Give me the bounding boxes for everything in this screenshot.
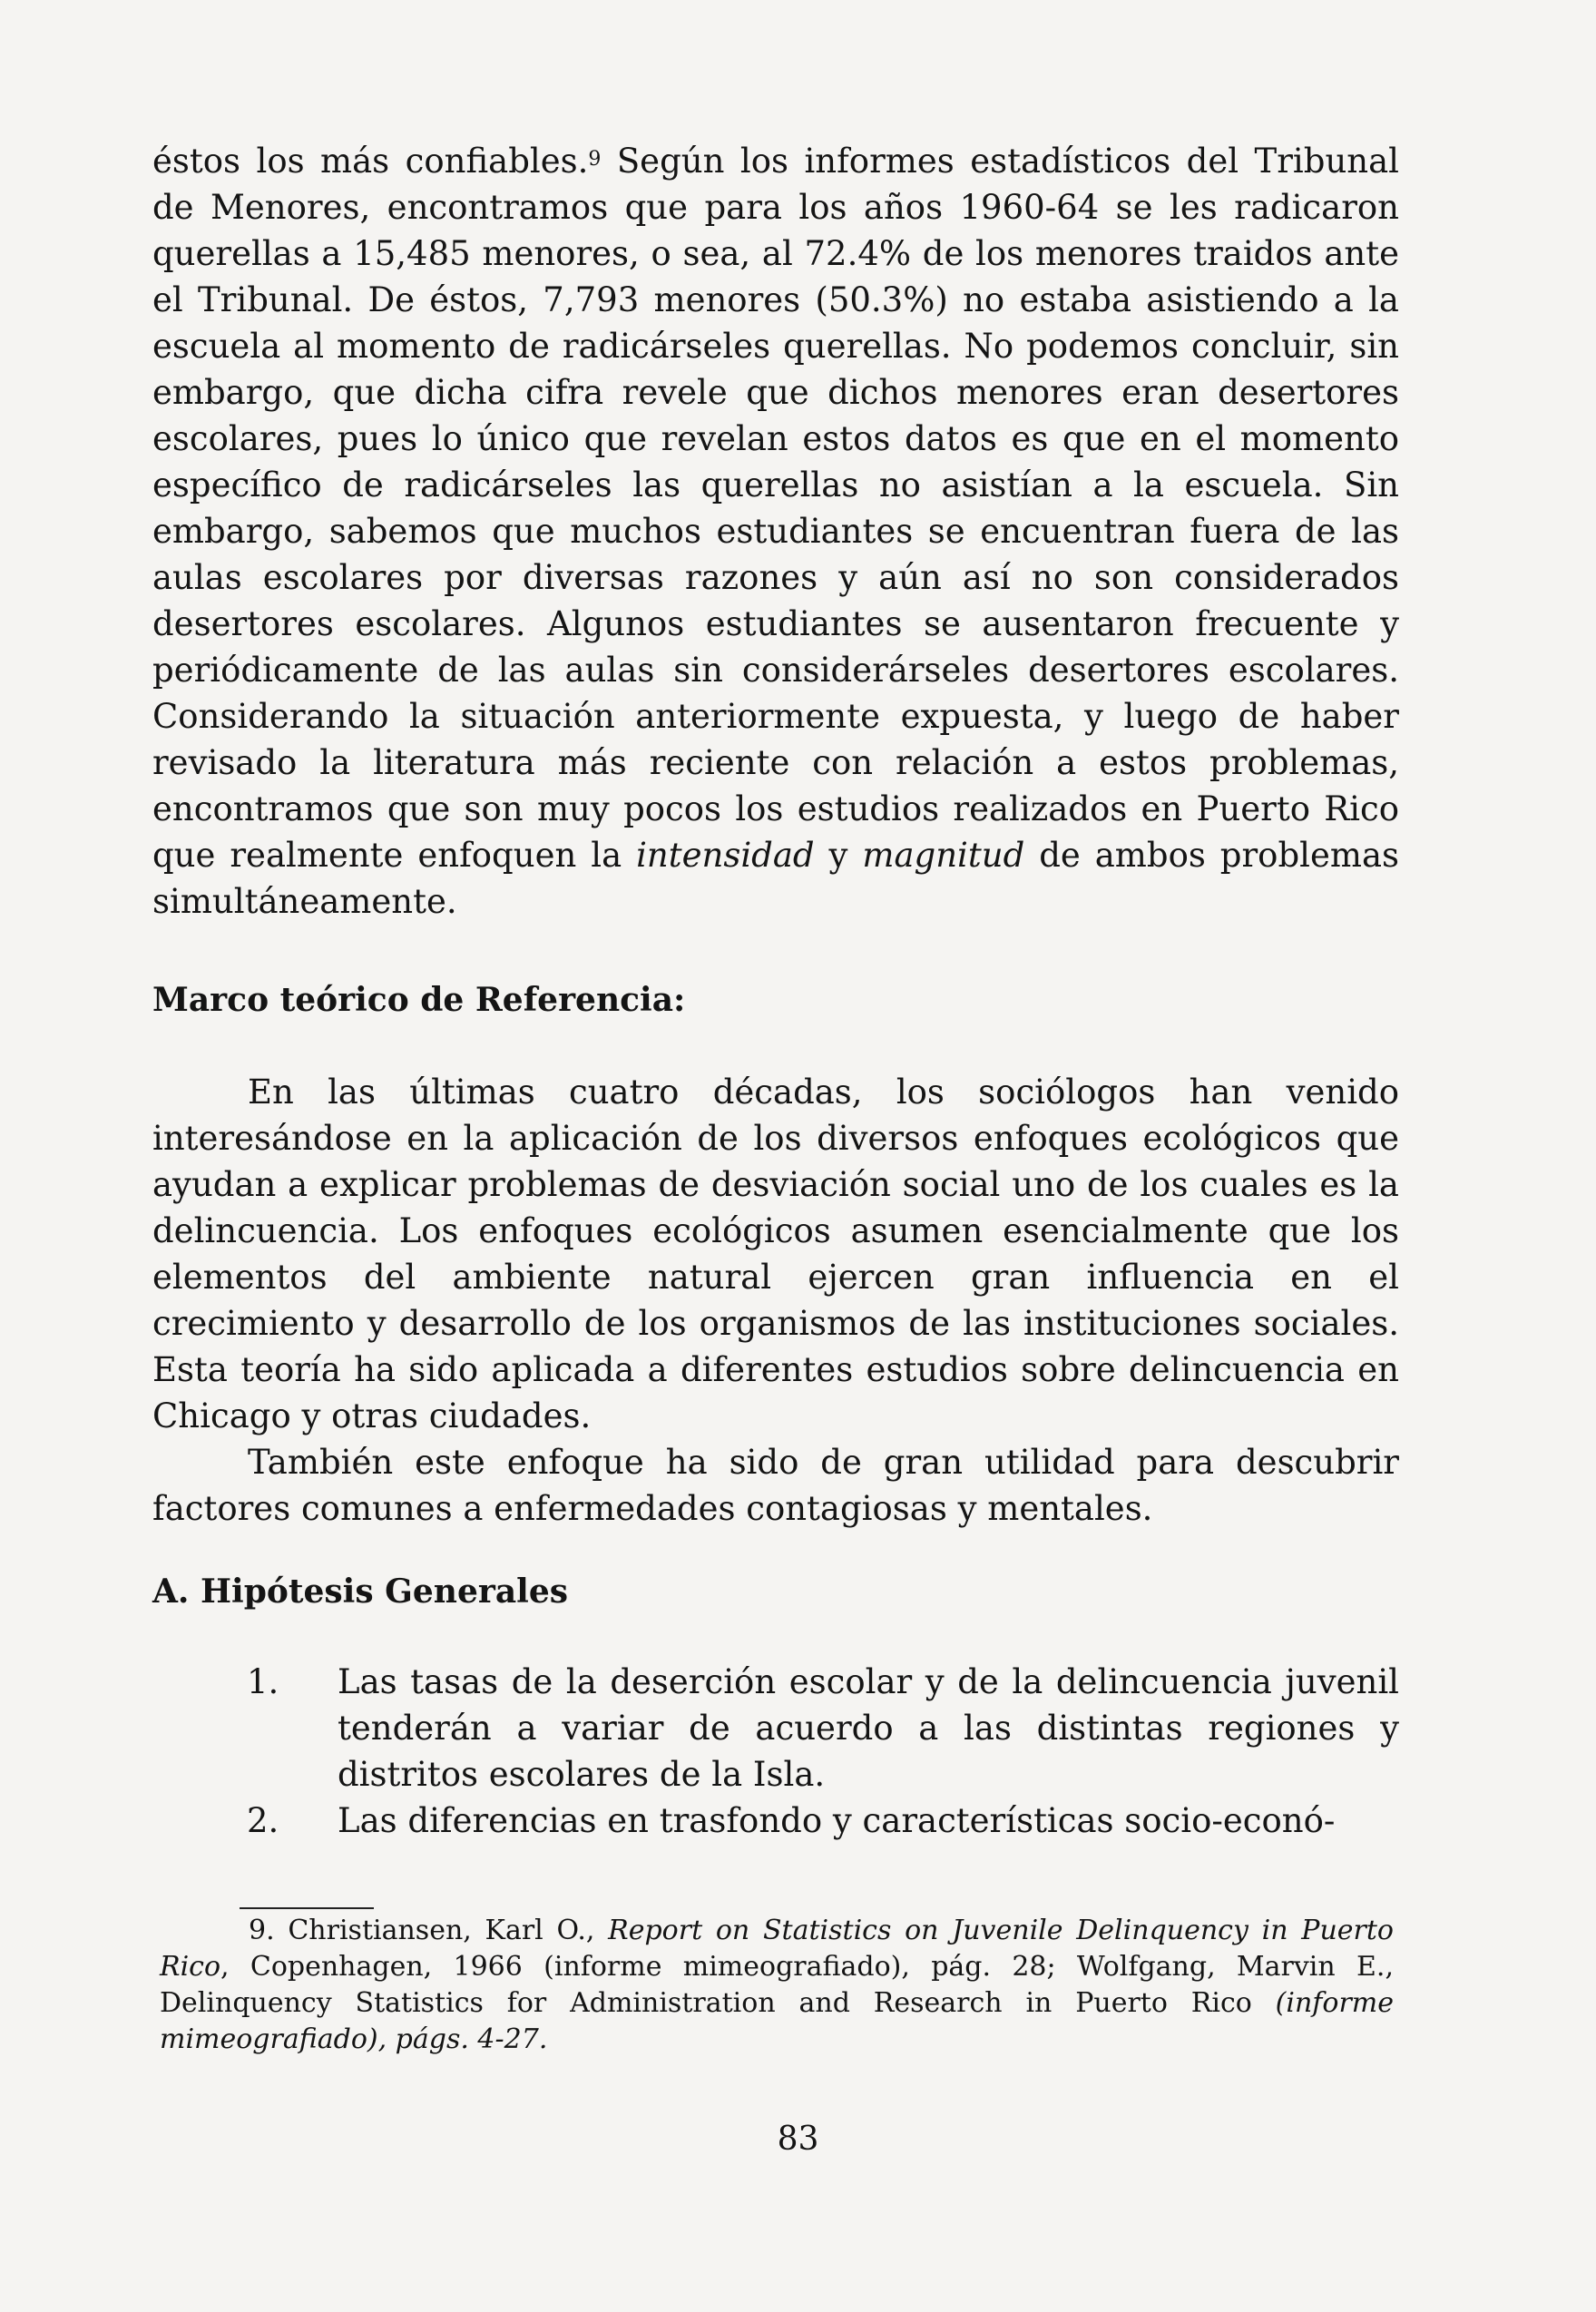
emphasis-magnitud: magnitud — [862, 836, 1025, 875]
footnote-separator — [240, 1907, 374, 1909]
hypothesis-text: Las diferencias en trasfondo y características socio-econó- — [338, 1801, 1336, 1840]
footnote-reference: 9 — [588, 148, 602, 171]
page-number: 83 — [777, 2121, 819, 2158]
opening-paragraph — [152, 138, 1399, 925]
paragraph-text-rest: Según los informes estadísticos del Tribunal de Menores, encontramos que para los años 1960-64 se les radicaron querellas a 15,485 menores, o sea, al 72.4% de los menores traidos ante el Tribunal. De éstos, 7,793 menores (50.3%) no estaba asistiendo a la escuela al momento de radicárseles querellas. No podemos concluir, sin embargo, que dicha cifra revele que dichos menores eran desertores escolares, pues lo único que revelan estos datos es que en el momento específico de radicárseles las querellas no asistían a la escuela. Sin embargo, sabemos que muchos estudiantes se encuentran fuera de las aulas escolares por diversas razones y aún así no son considerados desertores escolares. Algunos estudiantes se ausentaron frecuente y periódicamente de las aulas sin considerárseles desertores escolares. Considerando la situación anteriormente expuesta, y luego de haber revisado la literatura más reciente con relación a estos problemas, encontramos que son muy pocos los estudios realizados en Puerto Rico que realmente enfoquen la — [152, 142, 1399, 875]
hypothesis-item — [247, 1798, 1399, 1844]
hypothesis-number: 2. — [247, 1801, 279, 1840]
paragraph-text-start: éstos los más confiables. — [152, 142, 589, 181]
footnote — [160, 1913, 1394, 2058]
footnote-title: Report on Statistics on Juvenile Delinquency in Puerto Rico — [160, 1915, 1394, 1983]
footnote-citation-tail: (informe mimeografiado), págs. 4-27. — [160, 1987, 1394, 2055]
paragraph-text-end: de ambos problemas simultáneamente. — [152, 836, 1399, 921]
body-paragraph — [152, 138, 1399, 925]
marco-teorico-paragraph-1: En las últimas cuatro décadas, los sociólogos han venido interesándose en la aplicación de los diversos enfoques ecológicos que ayudan a explicar problemas de desviación social uno de los cuales es la delincuencia. Los enfoques ecológicos asumen esencialmente que los elementos del ambiente natural ejercen gran influencia en el crecimiento y desarrollo de los organismos de las instituciones sociales. Esta teoría ha sido aplicada a diferentes estudios sobre delincuencia en Chicago y otras ciudades. — [152, 1073, 1399, 1435]
section-heading-hipotesis: A. Hipótesis Generales — [152, 1572, 569, 1611]
footnote-citation-middle: , Copenhagen, 1966 (informe mimeografiado), pág. 28; Wolfgang, Marvin E., Delinquency Statistics for Administration and Research in Puerto Rico — [160, 1951, 1394, 2019]
hypothesis-text: Las tasas de la deserción escolar y de la delincuencia juvenil tenderán a variar de acuerdo a las distintas regiones y distritos escolares de la Isla. — [338, 1662, 1399, 1794]
paragraph-text-mid: y — [814, 836, 863, 875]
marco-teorico-paragraph-2: También este enfoque ha sido de gran utilidad para descubrir factores comunes a enfermedades contagiosas y mentales. — [152, 1443, 1399, 1528]
hypothesis-number: 1. — [247, 1662, 279, 1701]
footnote-citation-start: 9. Christiansen, Karl O., — [249, 1915, 609, 1946]
marco-teorico-section — [152, 1069, 1399, 1532]
section-heading-marco-teorico: Marco teórico de Referencia: — [152, 981, 686, 1019]
emphasis-intensidad: intensidad — [636, 836, 815, 875]
hypothesis-item — [247, 1659, 1399, 1798]
hypotheses-list — [247, 1659, 1399, 1844]
